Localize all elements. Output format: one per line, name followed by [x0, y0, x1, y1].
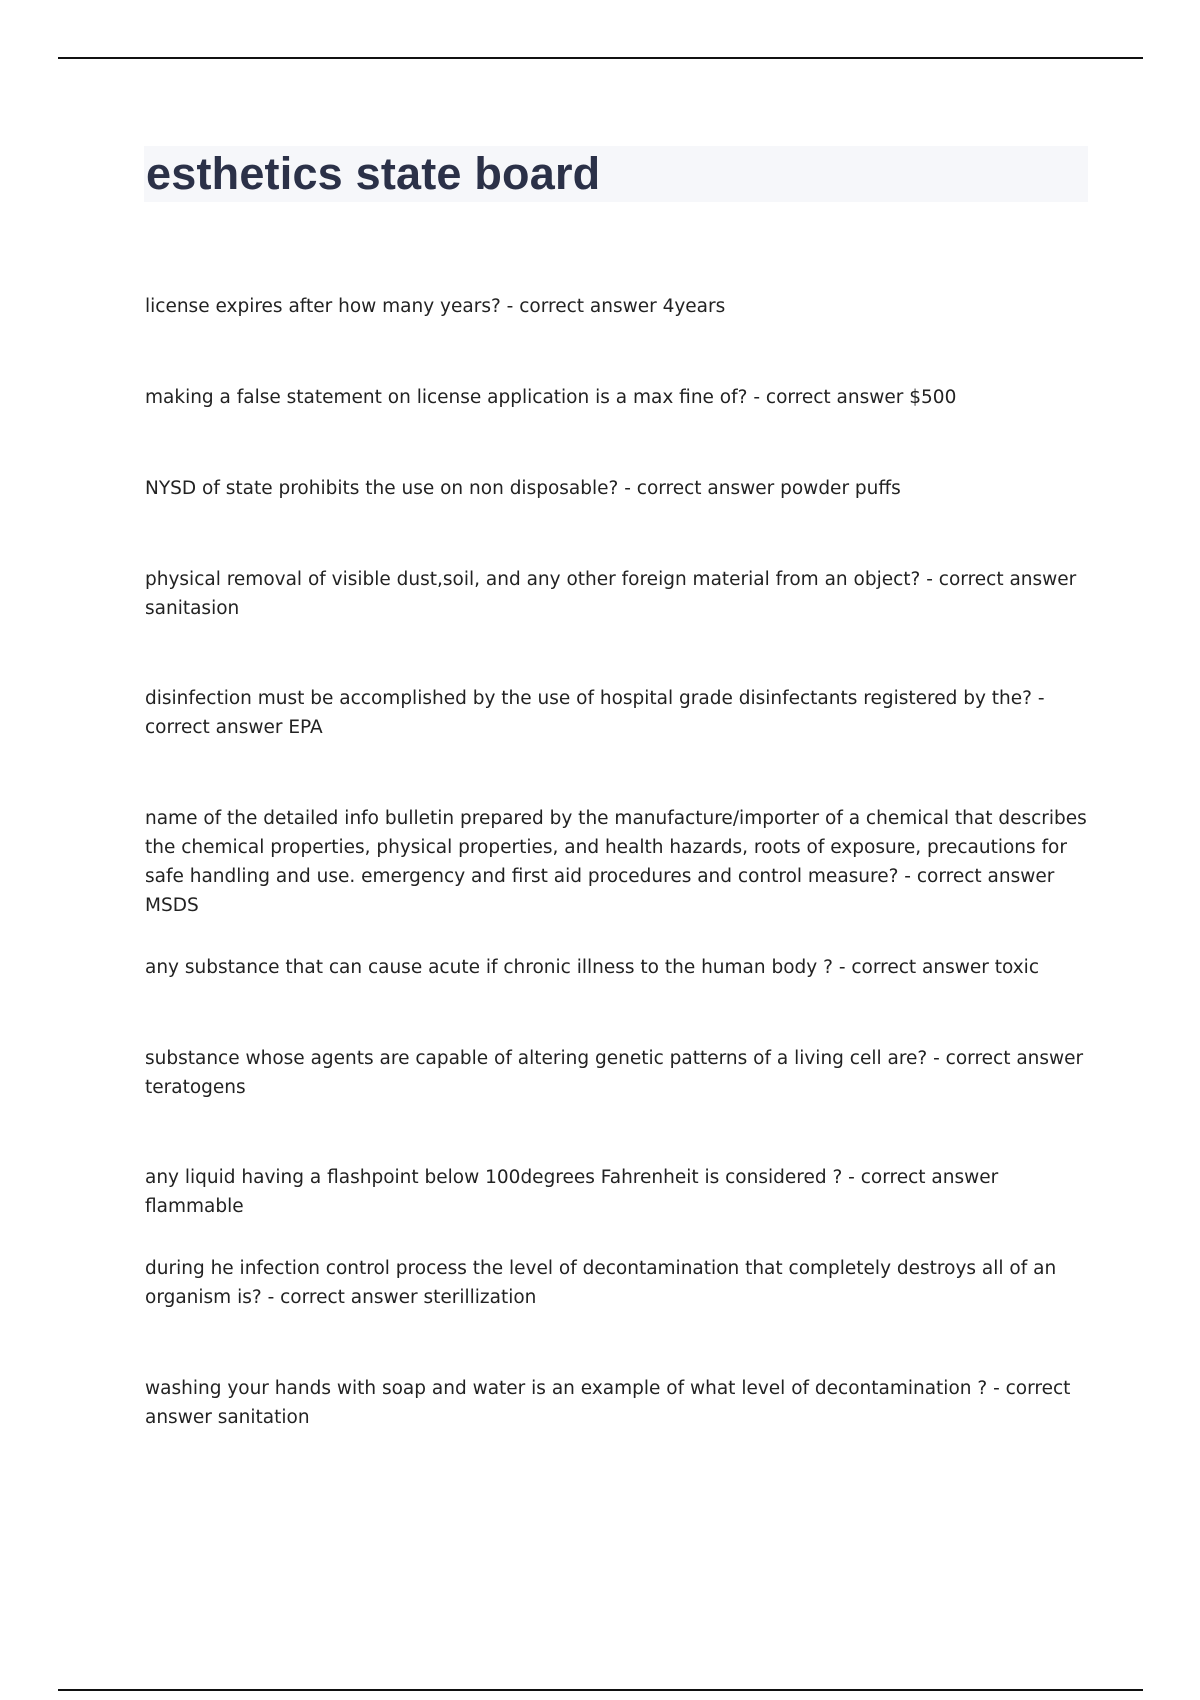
- qa-item-11: washing your hands with soap and water is an example of what level of decontamination ? - correct answer sanitation: [145, 1378, 1071, 1428]
- title-band: [144, 146, 1088, 202]
- bottom-divider: [58, 1689, 1143, 1691]
- qa-item-9: any liquid having a flashpoint below 100degrees Fahrenheit is considered ? - correct answer flammable: [145, 1167, 999, 1217]
- qa-item-8: substance whose agents are capable of altering genetic patterns of a living cell are? - correct answer teratogens: [145, 1048, 1084, 1098]
- qa-item-1: license expires after how many years? - correct answer 4years: [145, 296, 726, 317]
- qa-item-5: disinfection must be accomplished by the use of hospital grade disinfectants registered by the? - correct answer EPA: [145, 688, 1045, 738]
- qa-item-3: NYSD of state prohibits the use on non disposable? - correct answer powder puffs: [145, 478, 901, 499]
- qa-item-7: any substance that can cause acute if chronic illness to the human body ? - correct answer toxic: [145, 957, 1039, 978]
- qa-item-2: making a false statement on license application is a max fine of? - correct answer $500: [145, 387, 957, 408]
- top-divider: [58, 57, 1143, 59]
- qa-item-6: name of the detailed info bulletin prepared by the manufacture/importer of a chemical that describes the chemical properties, physical properties, and health hazards, roots of exposure, precautions for safe handling and use. emergency and first aid procedures and control measure? - correct answer MSDS: [145, 808, 1087, 916]
- page-title: esthetics state board: [146, 148, 601, 199]
- qa-item-4: physical removal of visible dust,soil, and any other foreign material from an object? - correct answer sanitasion: [145, 569, 1077, 619]
- qa-item-10: during he infection control process the level of decontamination that completely destroys all of an organism is? - correct answer sterillization: [145, 1258, 1057, 1308]
